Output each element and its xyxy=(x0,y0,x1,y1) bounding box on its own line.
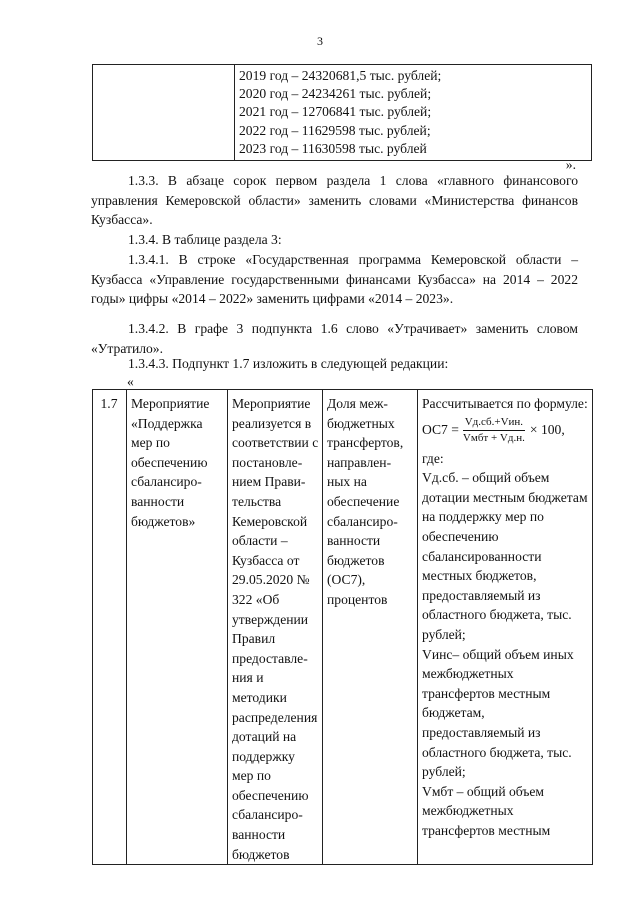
paragraph-1-3-3: 1.3.3. В абзаце сорок первом раздела 1 слова «главного финансового управления Кемеровской области» заменить словами «Министерства финансов Кузбасса». xyxy=(91,173,578,228)
formula-lhs: ОС7 = xyxy=(422,422,459,438)
year-2020-line: 2020 год – 24234261 тыс. рублей; xyxy=(239,86,432,102)
calc-def-3: Vмбт – общий объем межбюджетных трансфертов местным xyxy=(422,783,551,838)
closing-quote: ». xyxy=(565,157,576,172)
cell-activity: Мероприятие «Поддержка мер по обеспечению сбалансиро-ванности бюджетов» xyxy=(127,390,228,865)
year-2022-line: 2022 год – 11629598 тыс. рублей; xyxy=(239,122,431,138)
formula-denominator: Vмбт + Vд.н. xyxy=(462,431,525,444)
cell-number: 1.7 xyxy=(93,390,127,865)
calc-where: где: xyxy=(422,450,444,466)
formula xyxy=(422,416,589,445)
opening-quote: « xyxy=(127,374,134,389)
paragraph-1-3-4-3: 1.3.4.3. Подпункт 1.7 изложить в следующей редакции: xyxy=(128,356,449,371)
year-2021-line: 2021 год – 12706841 тыс. рублей; xyxy=(239,104,432,120)
paragraph-1-3-4-2: 1.3.4.2. В графе 3 подпункта 1.6 слово «Утрачивает» заменить словом «Утратило». xyxy=(91,321,578,356)
top-table-empty-cell xyxy=(93,65,235,161)
cell-basis: Мероприятие реализуется в соответствии с постановле-нием Прави-тельства Кемеровской области – Кузбасса от 29.05.2020 № 322 «Об утверждении Правил предоставле-ния и методики распределения дотаций на поддержку мер по обеспечению сбалансиро-ванности бюджетов xyxy=(228,390,323,865)
calc-intro: Рассчитывается по формуле: xyxy=(422,396,588,411)
formula-fraction xyxy=(461,416,527,445)
paragraph-1-3-4: 1.3.4. В таблице раздела 3: xyxy=(128,232,282,247)
cell-indicator: Доля меж-бюджетных трансфертов, направлен-ных на обеспечение сбалансиро-ванности бюджетов (ОС7), процентов xyxy=(323,390,418,865)
formula-numerator: Vд.сб.+Vин. xyxy=(463,416,525,431)
top-table-values-cell xyxy=(235,65,592,161)
formula-rhs: × 100, xyxy=(529,422,565,438)
subpoint-table xyxy=(92,389,593,865)
year-2019-line: 2019 год – 24320681,5 тыс. рублей; xyxy=(239,68,442,83)
top-table xyxy=(92,64,592,161)
cell-calculation xyxy=(418,390,593,865)
calc-def-2: Vинс– общий объем иных межбюджетных трансфертов местным бюджетам, предоставляемый из областного бюджета, тыс. рублей; xyxy=(422,646,574,780)
table-row xyxy=(93,390,593,865)
page-number: 3 xyxy=(317,34,323,48)
paragraph-1-3-4-1: 1.3.4.1. В строке «Государственная программа Кемеровской области – Кузбасса «Управление государственными финансами Кузбасса» на 2014 – 2022 годы» цифры «2014 – 2022» заменить цифрами «2014 – 2023». xyxy=(91,252,578,307)
calc-def-1: Vд.сб. – общий объем дотации местным бюджетам на поддержку мер по обеспечению сбалансированности местных бюджетов, предоставляемый из областного бюджета, тыс. рублей; xyxy=(422,470,588,642)
year-2023-line: 2023 год – 11630598 тыс. рублей xyxy=(239,140,427,156)
